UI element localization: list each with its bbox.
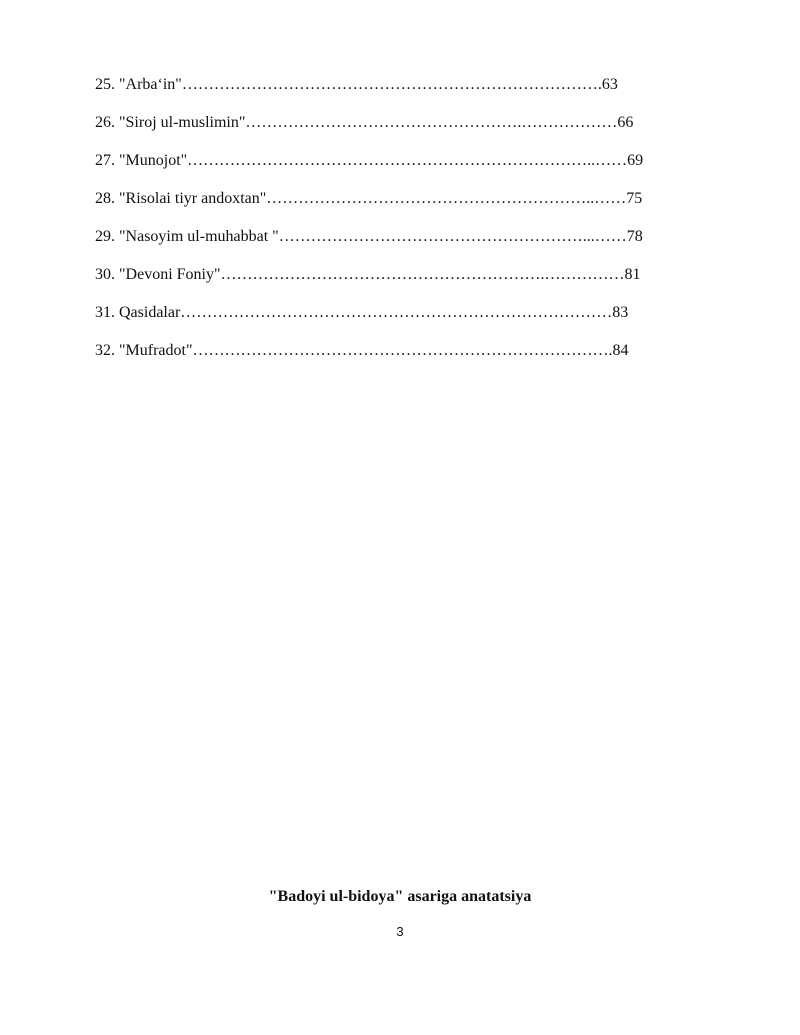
table-of-contents [95,74,707,378]
toc-entry-text: 28. "Risolai tiyr andoxtan"……………………………………………………..……75 [95,190,643,207]
toc-entry-text: 29. "Nasoyim ul-muhabbat "…………………………………………………...……78 [95,228,643,245]
toc-entry-text: 32. "Mufradot"…………………………………………………………………….84 [95,342,629,359]
toc-entry [95,150,707,188]
toc-entry-text: 25. "Arba‘in"…………………………………………………………………….63 [95,76,618,93]
toc-entry-text: 27. "Munojot"…………………………………………………………………..……69 [95,152,644,169]
toc-entry [95,112,707,150]
toc-entry [95,188,707,226]
toc-entry [95,340,707,378]
toc-entry [95,302,707,340]
toc-entry [95,226,707,264]
toc-entry-text: 31. Qasidalar………………………………………………………………………83 [95,304,629,321]
toc-entry [95,264,707,302]
section-heading: "Badoyi ul-bidoya" asariga anatatsiya [268,888,532,905]
toc-entry [95,74,707,112]
toc-entry-text: 30. "Devoni Foniy"…………………………………………………….……………81 [95,266,641,283]
toc-entry-text: 26. "Siroj ul-muslimin"…………………………………………….………………66 [95,114,634,131]
page-number: 3 [396,924,404,939]
